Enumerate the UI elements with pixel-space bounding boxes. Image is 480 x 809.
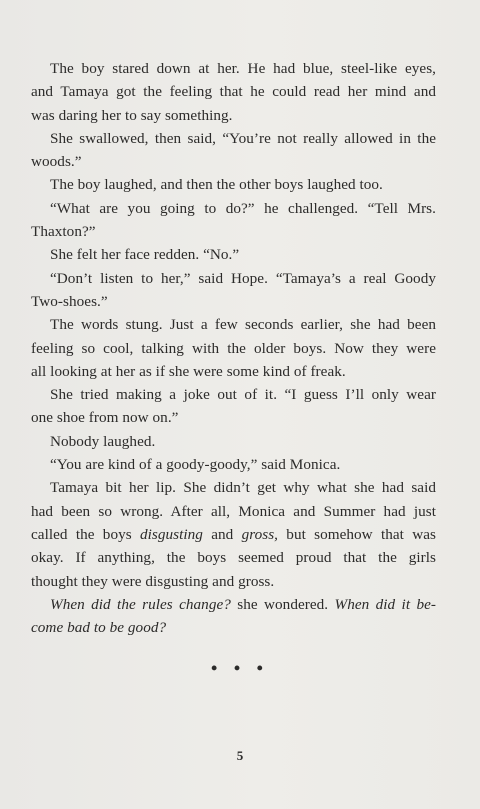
italic-word: disgusting (139, 525, 203, 543)
text-line: had been so wrong. After all, Monica and Summer had just (31, 502, 436, 520)
text-line: and Tamaya got the feeling that he could read her mind and (31, 83, 436, 101)
paragraph (31, 243, 436, 266)
text-line: feeling so cool, talking with the older boys. Now they were (31, 339, 436, 357)
text-line-with-italics (31, 523, 436, 546)
text-line: The words stung. Just a few seconds earlier, she had been (50, 316, 436, 334)
italic-phrase: When did the rules change? (50, 595, 231, 613)
text-line: “What are you going to do?” he challenged. “Tell Mrs. (50, 199, 436, 217)
scene-break: • • • (211, 658, 269, 678)
text-run: and (202, 525, 242, 543)
paragraph (31, 267, 436, 314)
paragraph (31, 173, 436, 196)
text-line: She felt her face redden. “No.” (50, 246, 240, 264)
italic-phrase: come bad to be good? (31, 619, 167, 637)
text-line: Nobody laughed. (50, 432, 156, 450)
text-run: but somehow that was (278, 525, 436, 543)
text-line: one shoe from now on.” (31, 409, 179, 427)
text-line: Thaxton?” (31, 223, 96, 241)
text-line: was daring her to say something. (31, 106, 233, 124)
paragraph (31, 430, 436, 453)
paragraph (31, 197, 436, 244)
italic-word: gross, (241, 525, 279, 543)
text-line (31, 616, 436, 639)
paragraph (31, 383, 436, 430)
text-line: “You are kind of a goody-goody,” said Monica. (50, 456, 341, 474)
paragraph (31, 453, 436, 476)
text-line: Tamaya bit her lip. She didn’t get why what she had said (50, 479, 436, 497)
text-line: Two-shoes.” (31, 292, 108, 310)
paragraph (31, 57, 436, 127)
text-line: She tried making a joke out of it. “I guess I’ll only wear (50, 386, 436, 404)
body-text (31, 57, 436, 639)
text-run: she wondered. (230, 595, 335, 613)
paragraph (31, 127, 436, 174)
text-line: okay. If anything, the boys seemed proud that the girls (31, 549, 436, 567)
text-line: woods.” (31, 153, 82, 171)
text-line: all looking at her as if she were some kind of freak. (31, 362, 346, 380)
text-line: “Don’t listen to her,” said Hope. “Tamaya’s a real Goody (50, 269, 436, 287)
paragraph (31, 313, 436, 383)
paragraph (31, 593, 436, 640)
text-run: called the boys (31, 525, 140, 543)
text-line: thought they were disgusting and gross. (31, 572, 275, 590)
text-line: The boy laughed, and then the other boys laughed too. (50, 176, 383, 194)
page-number: 5 (236, 748, 244, 763)
text-line: The boy stared down at her. He had blue, steel-like eyes, (50, 60, 436, 77)
italic-phrase: When did it be- (334, 595, 436, 613)
paragraph (31, 476, 436, 592)
text-line: She swallowed, then said, “You’re not really allowed in the (50, 129, 436, 147)
text-line-with-italics (31, 593, 436, 616)
